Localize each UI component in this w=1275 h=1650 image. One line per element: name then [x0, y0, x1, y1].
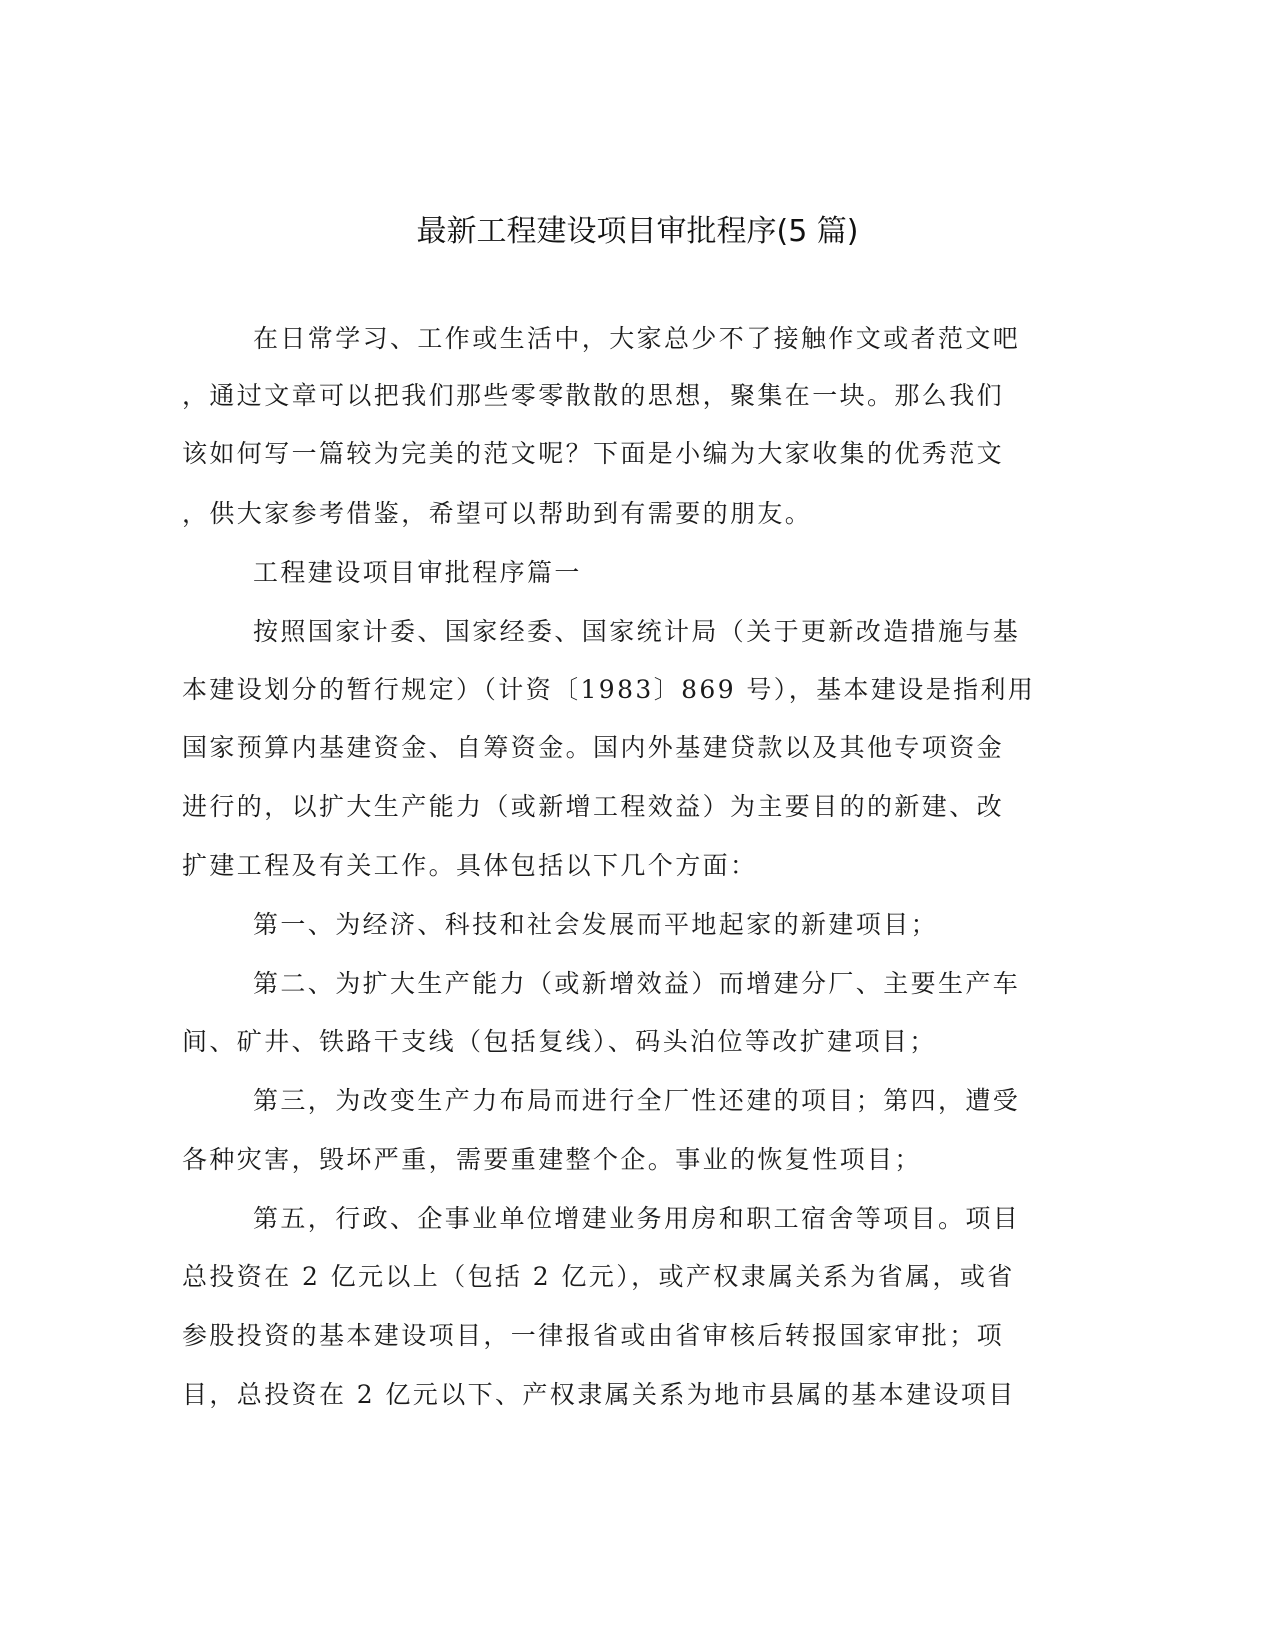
paragraph-line: 各种灾害，毁坏严重，需要重建整个企。事业的恢复性项目； [182, 1145, 922, 1174]
paragraph-line: 间、矿井、铁路干支线（包括复线）、码头泊位等改扩建项目； [182, 1027, 937, 1056]
paragraph-line: 按照国家计委、国家经委、国家统计局（关于更新改造措施与基 [253, 617, 1021, 646]
paragraph-line: 总投资在 2 亿元以上（包括 2 亿元），或产权隶属关系为省属，或省 [182, 1262, 1015, 1291]
paragraph-line: 第三，为改变生产力布局而进行全厂性还建的项目；第四，遭受 [253, 1086, 1021, 1115]
paragraph-line: 第一、为经济、科技和社会发展而平地起家的新建项目； [253, 910, 939, 939]
paragraph-line: 第五，行政、企事业单位增建业务用房和职工宿舍等项目。项目 [253, 1204, 1021, 1233]
document-title: 最新工程建设项目审批程序(5 篇) [416, 214, 859, 249]
paragraph-line: 本建设划分的暂行规定）（计资〔1983〕869 号），基本建设是指利用 [182, 675, 1036, 704]
paragraph-line: 在日常学习、工作或生活中，大家总少不了接触作文或者范文吧 [253, 324, 1021, 353]
paragraph-line: 进行的，以扩大生产能力（或新增工程效益）为主要目的的新建、改 [182, 792, 1005, 821]
paragraph-line: 国家预算内基建资金、自筹资金。国内外基建贷款以及其他专项资金 [182, 733, 1005, 762]
paragraph-line: 第二、为扩大生产能力（或新增效益）而增建分厂、主要生产车 [253, 969, 1021, 998]
paragraph-line: 参股投资的基本建设项目，一律报省或由省审核后转报国家审批；项 [182, 1321, 1005, 1350]
section-heading: 工程建设项目审批程序篇一 [253, 558, 582, 587]
paragraph-line: 扩建工程及有关工作。具体包括以下几个方面： [182, 851, 758, 880]
paragraph-line: ，供大家参考借鉴，希望可以帮助到有需要的朋友。 [182, 499, 813, 528]
paragraph-line: 该如何写一篇较为完美的范文呢？下面是小编为大家收集的优秀范文 [182, 439, 1005, 468]
paragraph-line: ，通过文章可以把我们那些零零散散的思想，聚集在一块。那么我们 [182, 381, 1005, 410]
paragraph-line: 目，总投资在 2 亿元以下、产权隶属关系为地市县属的基本建设项目 [182, 1380, 1016, 1409]
